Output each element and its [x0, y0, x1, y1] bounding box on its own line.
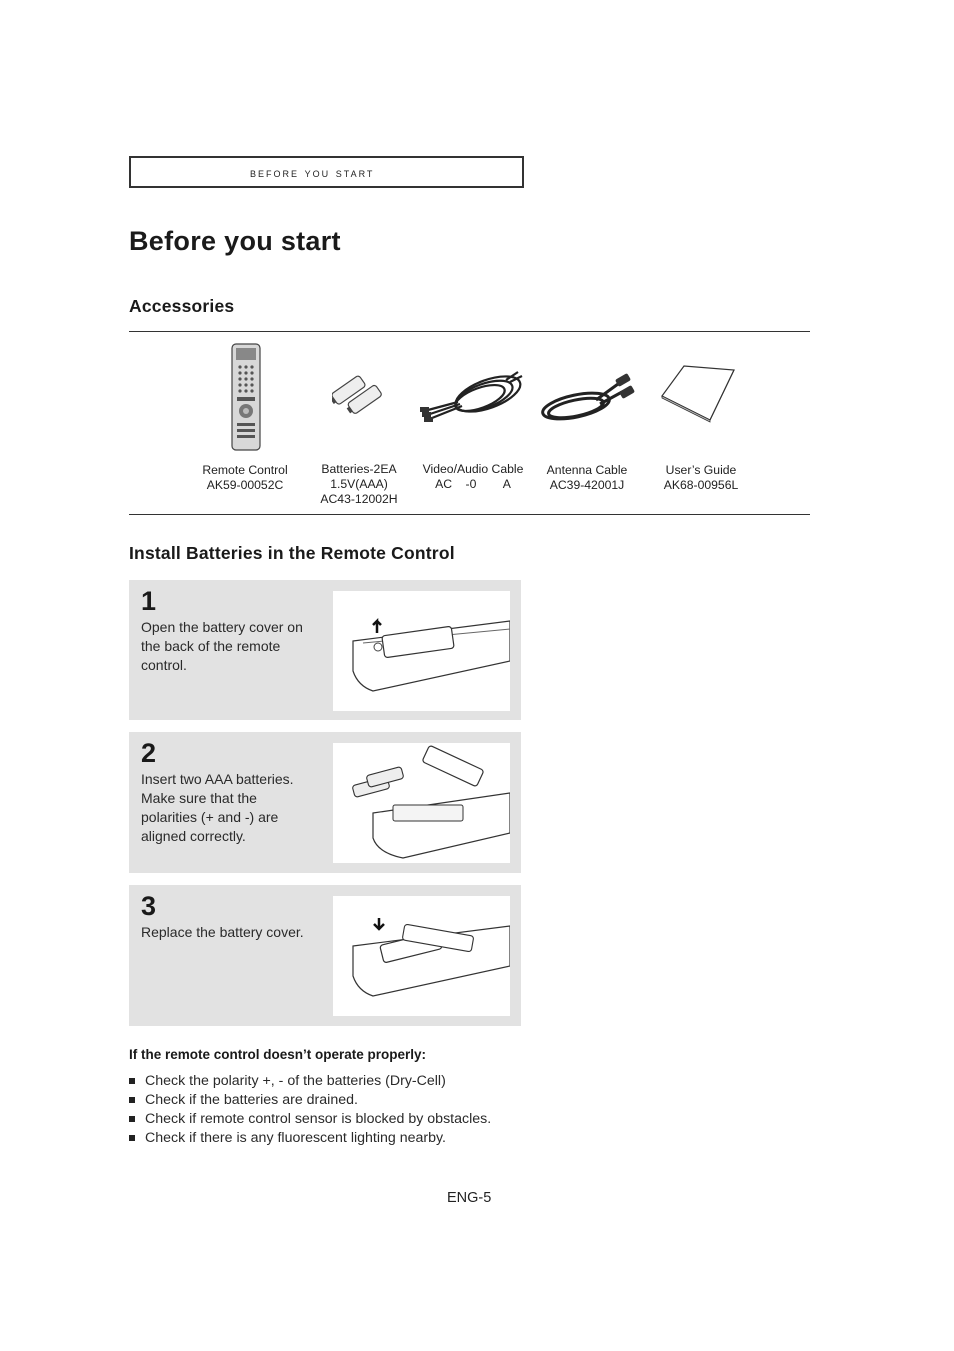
step-3-box: [129, 885, 521, 1026]
video-audio-cable-image: [418, 366, 530, 424]
list-item: Check if there is any fluorescent lighting nearby.: [129, 1129, 491, 1148]
accessory-video-audio-cable: [413, 462, 533, 492]
accessory-name: Remote Control: [202, 463, 288, 477]
step-text: Open the battery cover on the back of the remote control.: [141, 619, 303, 673]
accessory-name: Antenna Cable: [546, 463, 628, 477]
section-tab: [129, 156, 524, 188]
step-1-box: [129, 580, 521, 720]
troubleshoot-title: If the remote control doesn’t operate properly:: [129, 1047, 427, 1062]
list-item: Check if remote control sensor is blocked by obstacles.: [129, 1110, 491, 1129]
step-3-illustration: [333, 896, 510, 1016]
list-item: Check if the batteries are drained.: [129, 1091, 491, 1110]
replace-cover-illustration: [333, 896, 510, 1016]
accessory-extra: AC43-12002H: [320, 492, 398, 506]
accessory-users-guide: [641, 463, 761, 493]
step-text: Replace the battery cover.: [141, 924, 304, 940]
step-number: 2: [141, 738, 157, 768]
step-2-box: [129, 732, 521, 873]
page-title: Before you start: [129, 226, 341, 256]
accessory-name: Batteries-2EA: [321, 462, 397, 476]
users-guide-image: [658, 364, 738, 424]
accessory-code: AK68-00956L: [663, 478, 739, 492]
batteries-image: [332, 365, 384, 425]
accessories-heading: Accessories: [129, 296, 235, 316]
insert-batteries-illustration: [333, 743, 510, 863]
list-item: Check the polarity +, - of the batteries (Dry-Cell): [129, 1072, 491, 1091]
step-number: 3: [141, 891, 157, 921]
accessory-name: Video/Audio Cable: [422, 462, 524, 476]
accessory-remote-control: [185, 463, 305, 493]
section-tab-label: before you start: [250, 165, 375, 180]
accessory-code: AK59-00052C: [206, 478, 284, 492]
step-number: 1: [141, 586, 157, 616]
open-cover-illustration: [333, 591, 510, 711]
accessory-batteries: [299, 462, 419, 507]
step-2-illustration: [333, 743, 510, 863]
install-heading: Install Batteries in the Remote Control: [129, 543, 455, 563]
accessories-top-rule: [129, 331, 810, 332]
accessories-bottom-rule: [129, 514, 810, 515]
step-text: Insert two AAA batteries. Make sure that the polarities (+ and -) are aligned correctly.: [141, 771, 294, 844]
antenna-cable-image: [536, 370, 636, 422]
accessory-code: 1.5V(AAA): [330, 477, 388, 491]
troubleshoot-list: [129, 1072, 491, 1148]
accessory-code: AC39-42001J: [549, 478, 625, 492]
step-1-illustration: [333, 591, 510, 711]
remote-control-image: [229, 343, 263, 453]
accessory-antenna-cable: [527, 463, 647, 493]
accessory-name: User’s Guide: [665, 463, 737, 477]
accessory-code: AC -0 A: [435, 477, 511, 491]
page-number: ENG-5: [447, 1190, 492, 1206]
